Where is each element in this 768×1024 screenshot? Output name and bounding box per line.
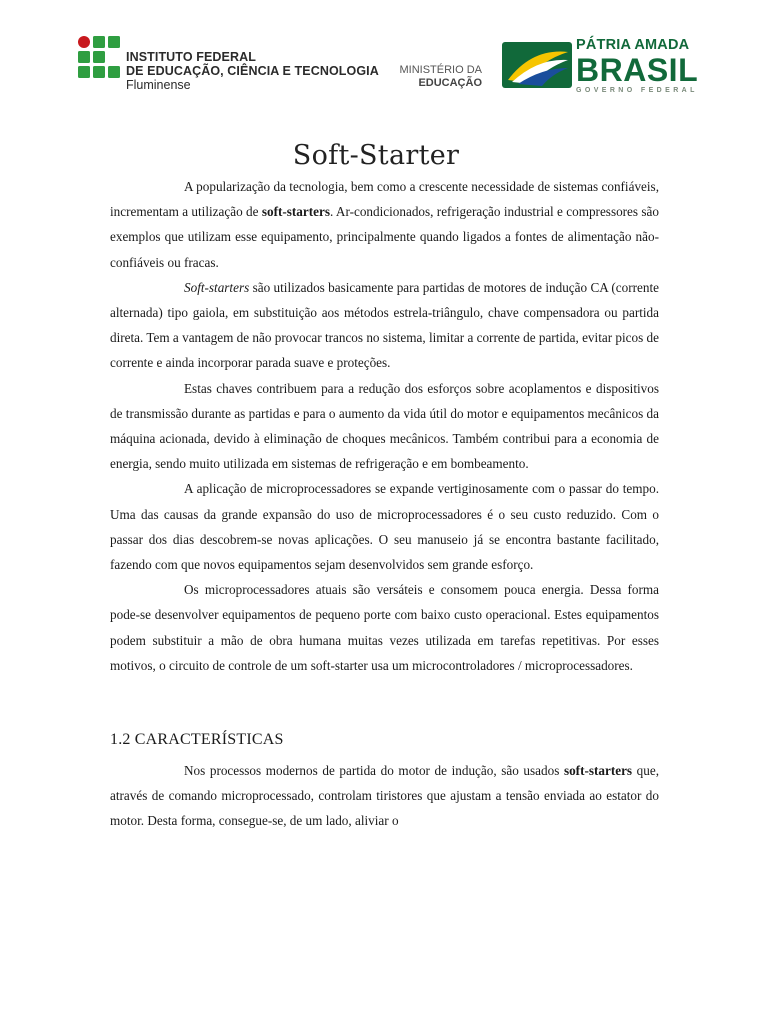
institute-line3: Fluminense [126,78,191,92]
emphasis-text: soft-starters [563,763,633,779]
institute-line2: DE EDUCAÇÃO, CIÊNCIA E TECNOLOGIA [126,64,379,78]
paragraph [110,376,659,477]
emphasis-text: Soft-starters [184,279,250,295]
paragraph-text: que, através de comando microprocessado, controlam tiristores que ajustam a tensão enviada ao estator do motor. Desta forma, consegue-se, de um lado, aliviar o [110,763,660,829]
paragraph-text: Estas chaves contribuem para a redução dos esforços sobre acoplamentos e dispositivos de transmissão durante as partidas e para o aumento da vida útil do motor e equipamentos mecânicos da máquina acionada, devido à eliminação de choques mecânicos. Também contribui para a economia de energia, sendo muito utilizada em sistemas de refrigeração e em bombeamento. [110,380,659,472]
paragraph-text: Nos processos modernos de partida do motor de indução, são usados [184,763,564,779]
ministry-logo [396,64,482,90]
ministry-line2: EDUCAÇÃO [418,77,482,89]
emphasis-text: soft-starters [261,204,330,220]
page-header [0,0,768,110]
brasil-line3: GOVERNO FEDERAL [576,86,698,94]
paragraph-text: são utilizados basicamente para partidas de motores de indução CA (corrente alternada) tipo gaiola, em substituição aos métodos estrela-triângulo, chave compensadora ou partida direta. Tem a vantagem de não provocar trancos no sistema, limitar a corrente de partida, evitar picos de corrente e ainda incorporar parada suave e proteções. [110,279,659,371]
ministry-line1: MINISTÉRIO DA [399,64,482,76]
if-logo-icon [78,36,124,84]
section-paragraphs [110,758,659,834]
paragraph-text: A aplicação de microprocessadores se expande vertiginosamente com o passar do tempo. Uma das causas da grande expansão do uso de microprocessadores é o seu custo reduzido. Com o passar dos dias descobrem-se novas aplicações. O seu manuseio já se encontra bastante facilitado, fazendo com que novos equipamentos sejam desenvolvidos sem grande esforço. [110,481,659,573]
paragraph-text: A popularização da tecnologia, bem como a crescente necessidade de sistemas confiáveis, incrementam a utilização de [110,179,659,220]
brasil-line1: PÁTRIA AMADA [576,37,690,53]
paragraph [110,275,659,376]
section-heading: 1.2 CARACTERÍSTICAS [110,731,284,749]
institute-name [126,50,379,92]
page-title: Soft-Starter [292,140,460,172]
paragraph-text: Os microprocessadores atuais são versáteis e consomem pouca energia. Dessa forma pode-se desenvolver equipamentos de pequeno porte com baixo custo operacional. Estes equipamentos podem substituir a mão de obra humana muitas vezes utilizada em tarefas repetitivas. Por esses motivos, o circuito de controle de um soft-starter usa um microcontroladores / microprocessadores. [110,582,659,673]
paragraph [110,758,659,834]
paragraph [110,476,659,577]
paragraph [110,577,659,678]
brasil-flag-icon [502,42,572,88]
brasil-line2: BRASIL [576,51,699,88]
brasil-logo-text [576,38,698,94]
intro-paragraphs [110,174,659,678]
institute-line1: INSTITUTO FEDERAL [126,50,256,64]
paragraph [110,174,659,275]
document-body [110,174,659,834]
paragraph-text: . Ar-condicionados, refrigeração industrial e compressores são exemplos que utilizam esse equipamento, principalmente quando ligados a fontes de alimentação não-confiáveis ou fracas. [110,204,659,270]
